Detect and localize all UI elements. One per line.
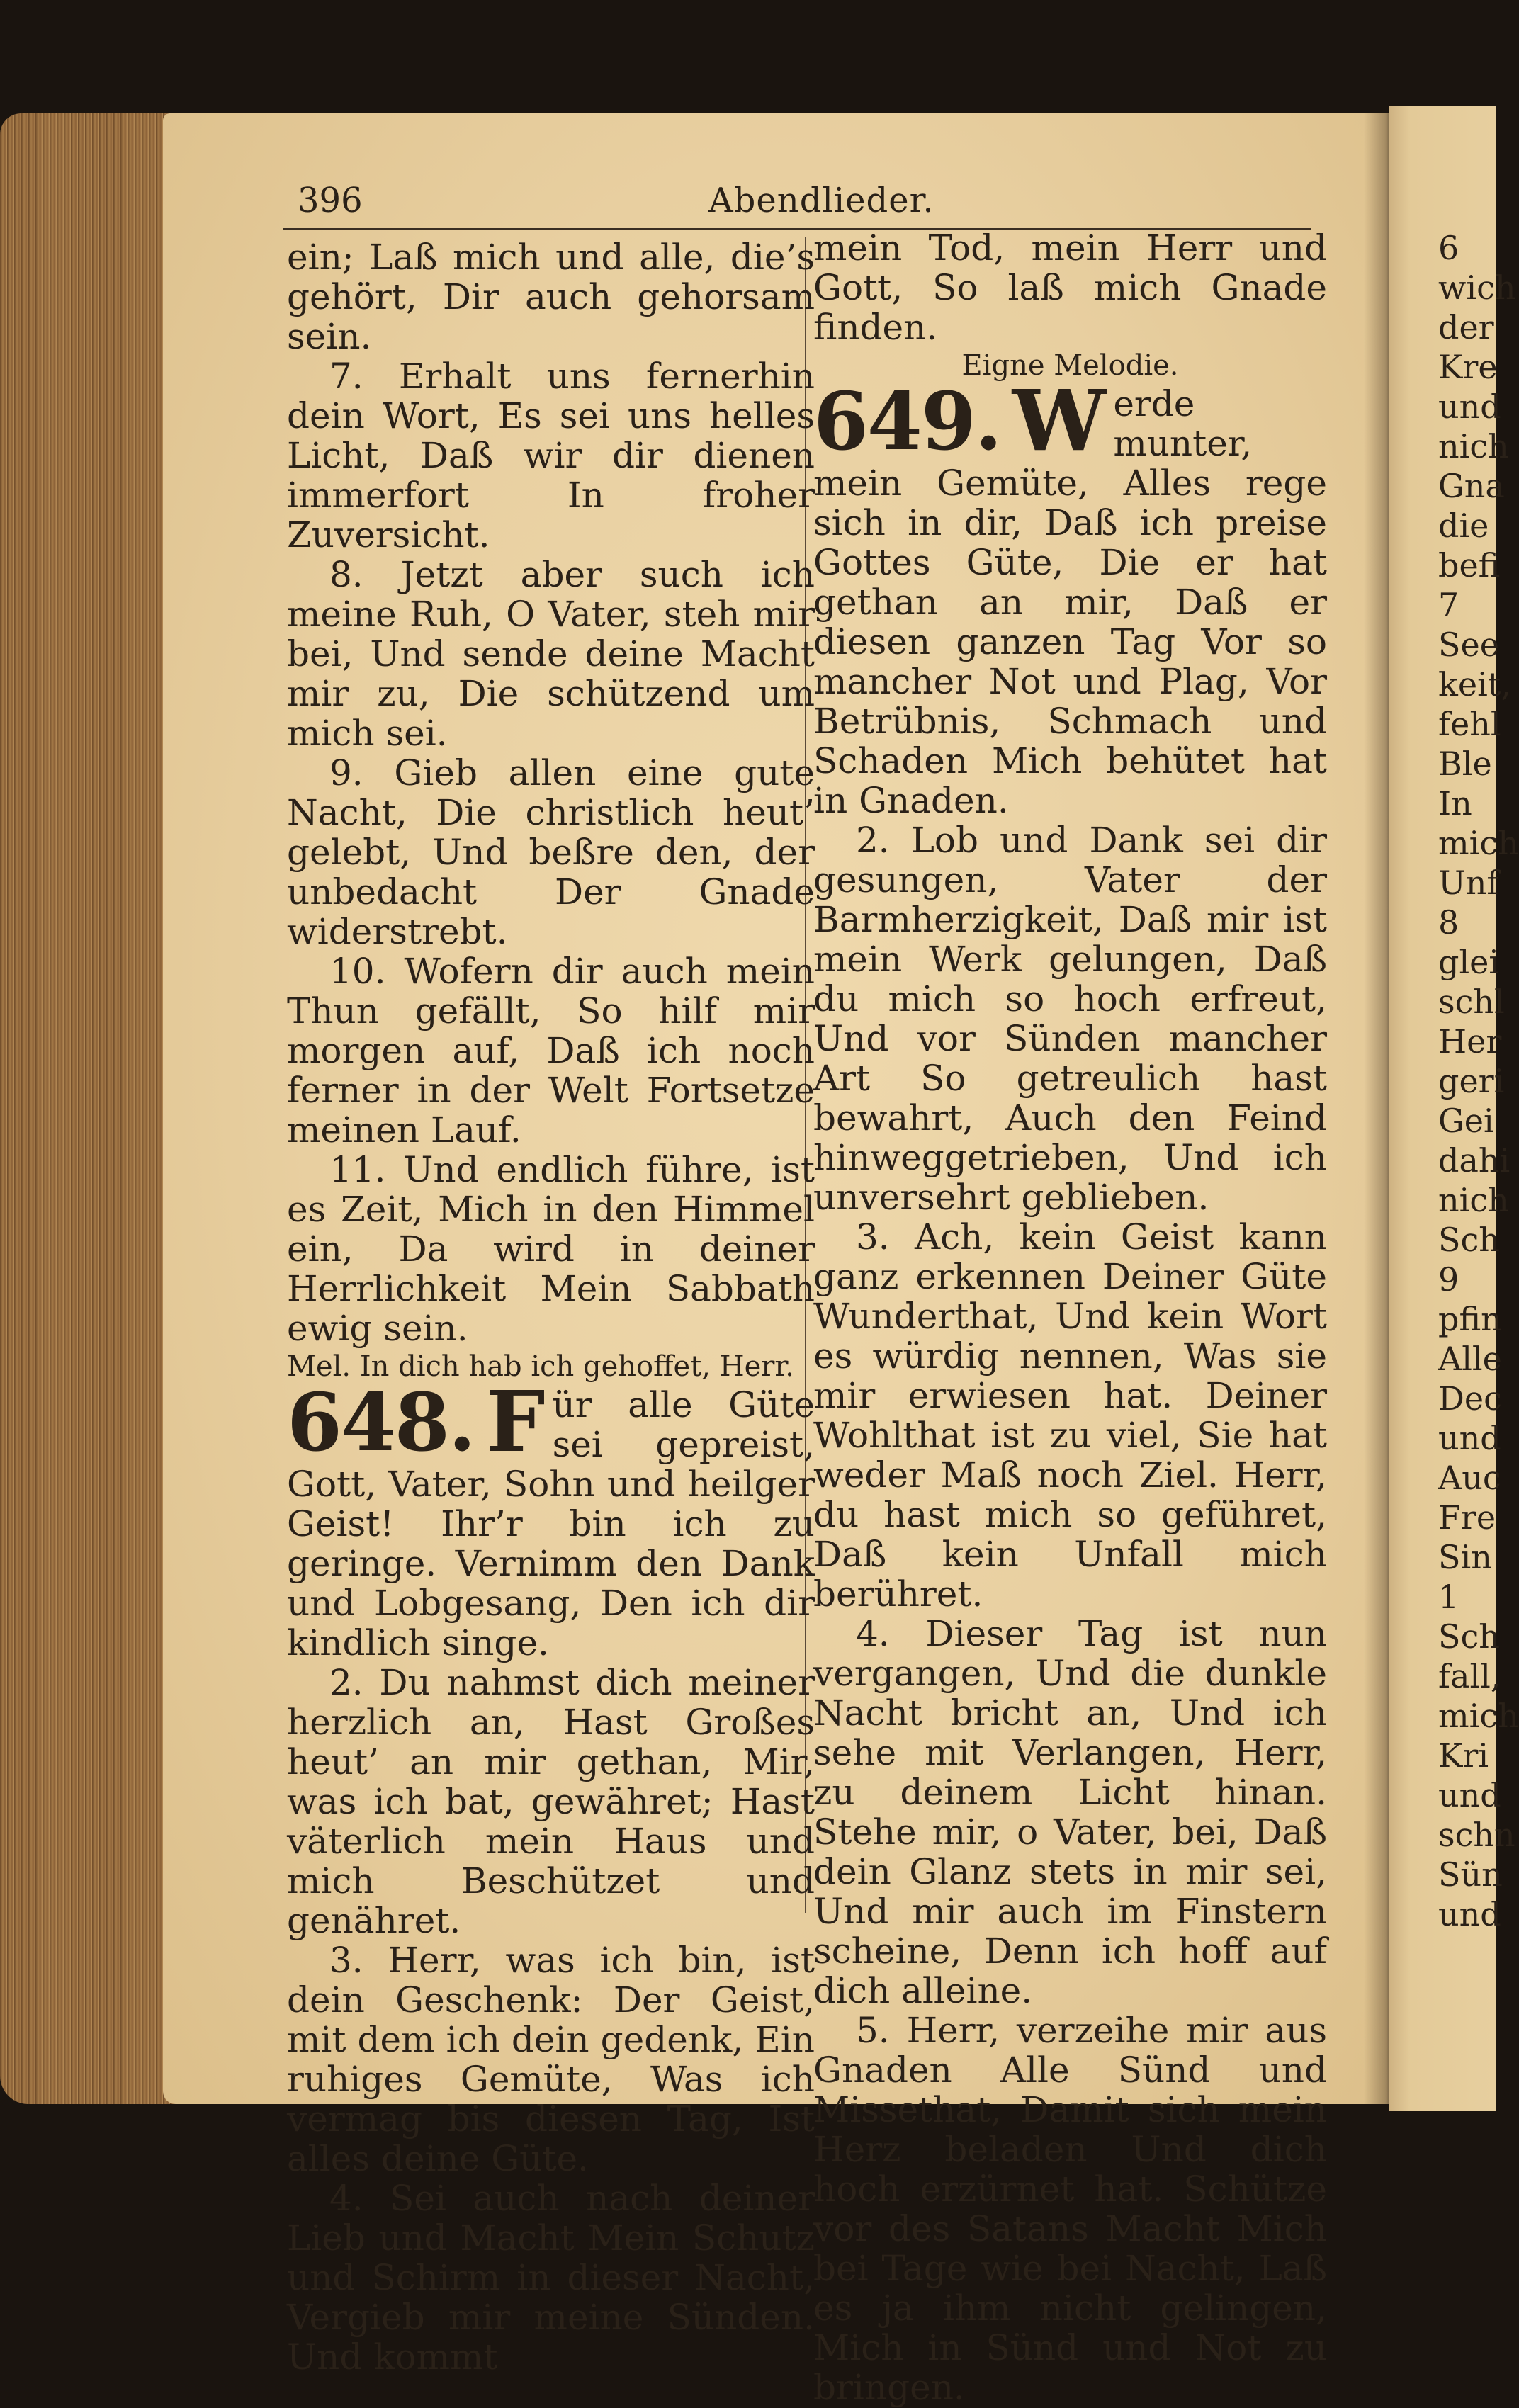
- verse-text: 3. Herr, was ich bin, ist dein Geschenk: Der Geist, mit dem ich dein gedenk, Ein ruhiges Gemüte, Was ich vermag bis diesen Tag, Ist alles deine Güte.: [287, 1940, 815, 2179]
- facing-page-line: wich: [1438, 269, 1516, 307]
- facing-page-line: keit,: [1438, 665, 1511, 703]
- verse-text: 4. Dieser Tag ist nun vergangen, Und die dunkle Nacht bricht an, Und ich sehe mit Verlangen, Herr, zu deinem Licht hinan. Stehe mir, o Vater, bei, Daß dein Glanz stets in mir sei, Und mir auch im Finstern scheine, Denn ich hoff auf dich alleine.: [813, 1613, 1327, 2011]
- facing-page-line: 9: [1438, 1260, 1459, 1299]
- verse-text: 5. Herr, verzeihe mir aus Gnaden Alle Sünd und Missethat, Damit sich mein Herz beladen Und dich hoch erzürnet hat. Schütze vor des Satans Macht Mich bei Tage wie bei Nacht, Laß es ja ihm nicht gelingen, Mich in Sünd und Not zu bringen.: [813, 2010, 1327, 2408]
- facing-page-line: schl: [1438, 983, 1505, 1021]
- verse-text: 3. Ach, kein Geist kann ganz erkennen Deiner Güte Wunderthat, Und kein Wort es würdig nennen, Was sie mir erwiesen hat. Deiner Wohlthat ist zu viel, Sie hat weder Maß noch Ziel. Herr, du hast mich so geführet, Daß kein Unfall mich berühret.: [813, 1216, 1327, 1615]
- facing-page-text: [1438, 228, 1519, 1934]
- verse-text: 2. Lob und Dank sei dir gesungen, Vater der Barmherzigkeit, Daß mir ist mein Werk gelungen, Daß du mich so hoch erfreut, Und vor Sünden mancher Art So getreulich hast bewahrt, Auch den Feind hinweggetrieben, Und ich unversehrt geblieben.: [813, 820, 1327, 1218]
- facing-page-line: Auc: [1438, 1459, 1501, 1497]
- facing-page-line: In: [1438, 784, 1472, 823]
- facing-page-line: mich: [1438, 1697, 1519, 1735]
- facing-page-line: Sün: [1438, 1855, 1503, 1894]
- facing-page-line: und: [1438, 1776, 1501, 1814]
- melody-line: Mel. In dich hab ich gehoffet, Herr.: [287, 1350, 794, 1383]
- facing-page-line: Fre: [1438, 1498, 1496, 1537]
- facing-page-line: die: [1438, 507, 1489, 545]
- verse-text: ür alle Güte sei gepreist, Gott, Vater, Sohn und heilger Geist! Ihr’r bin ich zu geringe. Vernimm den Dank und Lobgesang, Den ich dir kindlich singe.: [287, 1384, 815, 1663]
- verse-text: 4. Sei auch nach deiner Lieb und Macht Mein Schutz und Schirm in dieser Nacht, Vergieb mir meine Sünden. Und kommt: [287, 2178, 815, 2378]
- facing-page-line: 8: [1438, 903, 1459, 942]
- facing-page-line: Unf: [1438, 864, 1499, 902]
- facing-page-line: dahi: [1438, 1141, 1510, 1180]
- facing-page-line: Ble: [1438, 745, 1492, 783]
- facing-page-line: Dec: [1438, 1379, 1502, 1418]
- facing-page-line: befi: [1438, 546, 1501, 584]
- facing-page-line: Kre: [1438, 348, 1498, 386]
- facing-page-line: nich: [1438, 427, 1509, 465]
- verse-text: mein Tod, mein Herr und Gott, So laß mich Gnade finden.: [813, 227, 1327, 348]
- facing-page-line: und: [1438, 388, 1501, 426]
- facing-page-line: See: [1438, 626, 1499, 664]
- verse-text: 9. Gieb allen eine gute Nacht, Die christlich heut’ gelebt, Und beßre den, der unbedacht Der Gnade widerstrebt.: [287, 752, 815, 952]
- drop-initial: W: [1012, 371, 1107, 470]
- facing-page-line: und: [1438, 1419, 1501, 1457]
- facing-page-line: Kri: [1438, 1736, 1489, 1775]
- facing-page-line: fehl: [1438, 705, 1501, 743]
- verse-text: ein; Laß mich und alle, die’s gehört, Dir auch gehorsam sein.: [287, 237, 815, 357]
- facing-page-line: Alle: [1438, 1340, 1502, 1378]
- verse-text: 7. Erhalt uns fernerhin dein Wort, Es sei uns helles Licht, Daß wir dir dienen immerfort In froher Zuversicht.: [287, 356, 815, 555]
- melody-line: Eigne Melodie.: [961, 349, 1179, 382]
- facing-page-line: Her: [1438, 1022, 1502, 1061]
- facing-page-line: 7: [1438, 586, 1459, 624]
- facing-page-line: Sin: [1438, 1538, 1492, 1576]
- left-column: [287, 237, 815, 2377]
- verse-text: 11. Und endlich führe, ist es Zeit, Mich in den Himmel ein, Da wird in deiner Herrlichkeit Mein Sabbath ewig sein.: [287, 1149, 815, 1349]
- right-column: [813, 228, 1327, 2407]
- facing-page-line: nich: [1438, 1181, 1509, 1219]
- facing-page-line: Sch: [1438, 1617, 1500, 1656]
- facing-page-line: pfin: [1438, 1300, 1502, 1338]
- hymn-649: [813, 371, 1327, 821]
- facing-page-line: geri: [1438, 1062, 1505, 1100]
- hymn-648: [287, 1372, 815, 1663]
- hymn-number: 649.: [813, 375, 1001, 468]
- facing-page-line: glei: [1438, 943, 1500, 981]
- facing-page-line: schn: [1438, 1816, 1515, 1854]
- verse-text: 8. Jetzt aber such ich meine Ruh, O Vater, steh mir bei, Und sende deine Macht mir zu, Die schützend um mich sei.: [287, 554, 815, 754]
- facing-page-line: und: [1438, 1895, 1501, 1933]
- facing-page-line: Gna: [1438, 467, 1505, 505]
- facing-page-line: mich: [1438, 824, 1519, 862]
- facing-page-line: 1: [1438, 1578, 1459, 1616]
- verse-text: 2. Du nahmst dich meiner herzlich an, Hast Großes heut’ an mir gethan, Mir, was ich bat, gewähret; Hast väterlich mein Haus und mich Beschützet und genähret.: [287, 1662, 815, 1941]
- page-number: 396: [298, 181, 363, 220]
- drop-initial: F: [485, 1372, 546, 1471]
- verse-text: 10. Wofern dir auch mein Thun gefällt, So hilf mir morgen auf, Daß ich noch ferner in der Welt Fortsetze meinen Lauf.: [287, 951, 815, 1151]
- facing-page-line: fall,: [1438, 1657, 1501, 1695]
- hymn-number: 648.: [287, 1377, 475, 1469]
- verse-text: erde munter, mein Gemüte, Alles rege sich in dir, Daß ich preise Gottes Güte, Die er hat gethan an mir, Daß er diesen ganzen Tag Vor so mancher Not und Plag, Vor Betrübnis, Schmach und Schaden Mich behütet hat in Gnaden.: [813, 383, 1327, 821]
- facing-page-line: Gei: [1438, 1102, 1494, 1140]
- running-head: Abendlieder.: [708, 181, 934, 220]
- facing-page-line: 6: [1438, 229, 1459, 267]
- facing-page-line: der: [1438, 308, 1494, 346]
- facing-page-line: Sch: [1438, 1221, 1500, 1259]
